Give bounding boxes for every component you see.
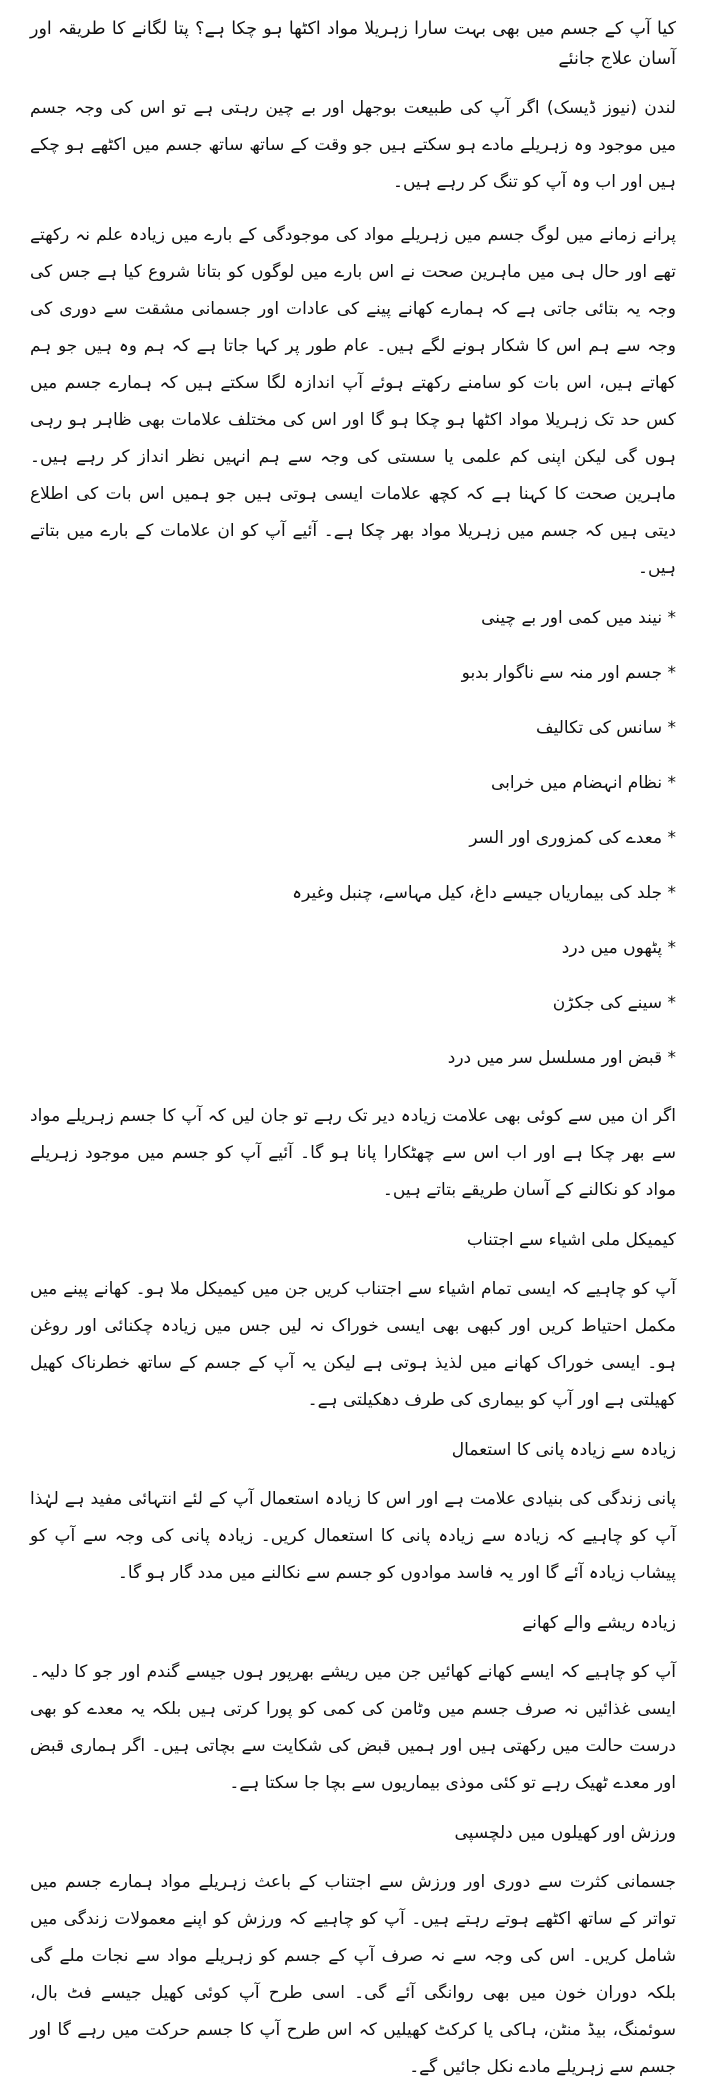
section-heading-water: زیادہ سے زیادہ پانی کا استعمال [451,1440,676,1460]
symptom-item: * نظام انہضام میں خرابی [490,773,676,793]
section-text-water: پانی زندگی کی بنیادی علامت ہے اور اس کا زیادہ استعمال آپ کے لئے انتہائی مفید ہے لہٰذا آپ کو چاہیے کہ زیادہ سے زیادہ پانی کا استعمال کریں۔ زیادہ پانی کی وجہ سے آپ کو پیشاب زیادہ آئے گا اور یہ فاسد موادوں کو جسم سے نکالنے میں مدد گار ہو گا۔ [30,1489,676,1583]
symptom-item: * معدے کی کمزوری اور السر [469,828,676,848]
body-paragraph-1: پرانے زمانے میں لوگ جسم میں زہریلے مواد کی موجودگی کے بارے میں زیادہ علم نہ رکھتے تھے اور حال ہی میں ماہرین صحت نے اس بارے میں لوگوں کو بتانا شروع کیا ہے جس کی وجہ یہ بتائی جاتی ہے کہ ہمارے کھانے پینے کی عادات اور جسمانی مشقت سے دوری کی وجہ سے ہم اس کا شکار ہونے لگے ہیں۔ عام طور پر کہا جاتا ہے کہ ہم وہ ہیں جو ہم کھاتے ہیں، اس بات کو سامنے رکھتے ہوئے آپ اندازہ لگا سکتے ہیں کہ ہمارے جسم میں کس حد تک زہریلا مواد اکٹھا ہو چکا ہو گا اور اس کی مختلف علامات بھی ظاہر ہو رہی ہوں گی لیکن اپنی کم علمی یا سستی کی وجہ سے ہم انہیں نظر انداز کر رہے ہیں۔ ماہرین صحت کا کہنا ہے کہ کچھ علامات ایسی ہوتی ہیں جو ہمیں اس بات کی اطلاع دیتی ہیں کہ جسم میں زہریلا مواد بھر چکا ہے۔ آئیے آپ کو ان علامات کے بارے میں بتاتے ہیں۔ [30,225,676,578]
symptom-item: * پٹھوں میں درد [561,938,676,958]
article-title: کیا آپ کے جسم میں بھی بہت سارا زہریلا مواد اکٹھا ہو چکا ہے؟ پتا لگانے کا طریقہ اور آسان علاج جانئے [30,19,676,69]
section-text-fiber: آپ کو چاہیے کہ ایسے کھانے کھائیں جن میں ریشے بھرپور ہوں جیسے گندم اور جو کا دلیہ۔ ایسی غذائیں نہ صرف جسم میں وٹامن کی کمی کو پورا کرتی ہیں بلکہ یہ معدے کو بھی درست حالت میں رکھتی ہیں اور ہمیں قبض کی شکایت سے بچاتی ہیں۔ اگر ہماری قبض اور معدے ٹھیک رہے تو کئی موذی بیماریوں سے بچا جا سکتا ہے۔ [30,1662,676,1793]
section-heading-fiber: زیادہ ریشے والے کھانے [522,1613,676,1633]
symptom-item: * سینے کی جکڑن [552,993,676,1013]
symptom-item: * قبض اور مسلسل سر میں درد [447,1048,676,1068]
symptom-item: * نیند میں کمی اور بے چینی [481,608,676,628]
symptom-item: * جلد کی بیماریاں جیسے داغ، کیل مہاسے، چنبل وغیرہ [292,883,676,903]
section-text-exercise: جسمانی کثرت سے دوری اور ورزش سے اجتناب کے باعث زہریلے مواد ہمارے جسم میں تواتر کے ساتھ اکٹھے ہوتے رہتے ہیں۔ آپ کو چاہیے کہ ورزش کو اپنے معمولات زندگی میں شامل کریں۔ اس کی وجہ سے نہ صرف آپ کے جسم کو زہریلے مواد سے نجات ملے گی بلکہ دوران خون میں بھی روانگی آئے گی۔ اسی طرح آپ کوئی کھیل جیسے فٹ بال، سوئمنگ، بیڈ منٹن، ہاکی یا کرکٹ کھیلیں کہ اس طرح آپ کا جسم حرکت میں رہے گا اور جسم سے زہریلے مادے نکل جائیں گے۔ [30,1872,676,2077]
symptom-list [30,603,676,1073]
section-text-chemicals: آپ کو چاہیے کہ ایسی تمام اشیاء سے اجتناب کریں جن میں کیمیکل ملا ہو۔ کھانے پینے میں مکمل احتیاط کریں اور کبھی بھی ایسی خوراک نہ لیں جس میں زیادہ چکنائی اور روغن ہو۔ ایسی خوراک کھانے میں لذیذ ہوتی ہے لیکن یہ آپ کے جسم کے ساتھ خطرناک کھیل کھیلتی ہے اور آپ کو بیماری کی طرف دھکیلتی ہے۔ [30,1279,676,1410]
section-heading-chemicals: کیمیکل ملی اشیاء سے اجتناب [466,1230,676,1250]
intro-paragraph: لندن (نیوز ڈیسک) اگر آپ کی طبیعت بوجھل اور بے چین رہتی ہے تو اس کی وجہ جسم میں موجود وہ زہریلے مادے ہو سکتے ہیں جو وقت کے ساتھ ساتھ جسم میں اکٹھے ہو چکے ہیں اور اب وہ آپ کو تنگ کر رہے ہیں۔ [30,98,676,192]
body-paragraph-2: اگر ان میں سے کوئی بھی علامت زیادہ دیر تک رہے تو جان لیں کہ آپ کا جسم زہریلے مواد سے بھر چکا ہے اور اب اس سے چھٹکارا پانا ہو گا۔ آئیے آپ کو جسم میں موجود زہریلے مواد کو نکالنے کے آسان طریقے بتاتے ہیں۔ [30,1106,676,1200]
symptom-item: * سانس کی تکالیف [535,718,676,738]
section-heading-exercise: ورزش اور کھیلوں میں دلچسپی [454,1823,676,1843]
symptom-item: * جسم اور منہ سے ناگوار بدبو [461,663,676,683]
